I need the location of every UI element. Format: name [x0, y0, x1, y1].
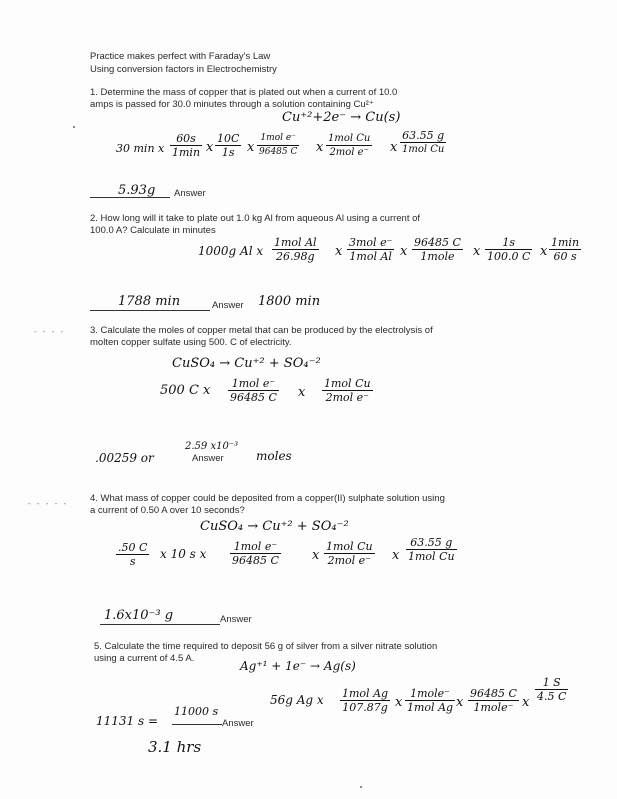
- q4-start: x 10 s x: [160, 547, 207, 561]
- q5-answer-label: Answer: [222, 718, 254, 729]
- q2-factor-4: $\frac{1s}{100.0 C}$: [487, 236, 531, 263]
- q2-factor-3: 96485 C 1mole: [414, 236, 461, 263]
- q3-answer-label: Answer: [192, 453, 224, 464]
- stray-mark: [360, 786, 362, 788]
- q1-answer-line: [90, 197, 170, 198]
- q1-start: 30 min x: [116, 142, 165, 155]
- q1-factor-4: 1mol Cu 2mol e⁻: [328, 133, 371, 158]
- q3-factor-1: 1mol e⁻ 96485 C: [230, 377, 277, 404]
- q3-times-1: x: [298, 385, 306, 400]
- q1-factor-1: 60s 1min: [172, 132, 201, 159]
- q4-times-2: x: [392, 548, 400, 563]
- worksheet-title: Practice makes perfect with Faraday's Law: [90, 51, 271, 62]
- q5-answer-line: [172, 724, 222, 725]
- q2-text-line-2: 100.0 A? Calculate in minutes: [90, 225, 216, 236]
- q1-answer-value: 5.93g: [118, 183, 156, 198]
- q5-factor-4: $\frac{1 S}{4.5 C}$: [537, 676, 567, 703]
- q4-text-line-2: a current of 0.50 A over 10 seconds?: [90, 505, 245, 516]
- q3-text-line-1: 3. Calculate the moles of copper metal that can be produced by the electrolysis of: [90, 325, 433, 336]
- q5-times-3: x: [522, 695, 530, 710]
- q5-answer-value: 11131 s =: [96, 714, 159, 728]
- q2-factor-5: 1min 60 s: [551, 236, 580, 263]
- q4-text-line-1: 4. What mass of copper could be deposited from a copper(II) sulphate solution using: [90, 493, 445, 504]
- q5-answer-working: 11000 s: [174, 705, 219, 718]
- q5-factor-2: 1mole⁻ 1mol Ag: [407, 687, 454, 714]
- q2-times-3: x: [473, 244, 481, 259]
- q1-text-line-1: 1. Determine the mass of copper that is plated out when a current of 10.0: [90, 87, 398, 98]
- q5-text-line-1: 5. Calculate the time required to deposit 56 g of silver from a silver nitrate solution: [94, 641, 438, 652]
- q4-answer-value: 1.6x10⁻³ g: [104, 608, 174, 623]
- q4-start-rate: $\frac{.50 C}{s}$: [118, 541, 148, 568]
- q4-answer-line: [100, 624, 220, 625]
- q1-reaction: Cu⁺²+2e⁻ → Cu(s): [282, 110, 401, 125]
- q1-text-line-2: amps is passed for 30.0 minutes through a solution containing Cu²⁺: [90, 99, 374, 110]
- q4-times-1: x: [312, 548, 320, 563]
- q4-answer-label: Answer: [220, 614, 252, 625]
- q2-times-1: x: [335, 244, 343, 259]
- q3-answer-scientific: 2.59 x10⁻³: [185, 441, 239, 452]
- q1-times-2: x: [247, 140, 255, 155]
- q4-reaction: CuSO₄ → Cu⁺² + SO₄⁻²: [200, 519, 349, 534]
- q1-factor-3: 1mol e⁻ 96485 C: [259, 133, 298, 157]
- q1-times-4: x: [390, 140, 398, 155]
- q2-answer-value: 1788 min: [118, 294, 181, 309]
- q3-answer-unit: moles: [256, 449, 292, 463]
- q3-reaction: CuSO₄ → Cu⁺² + SO₄⁻²: [172, 356, 321, 371]
- q4-factor-2: 1mol Cu 2mol e⁻: [326, 540, 373, 567]
- q5-factor-3: 96485 C 1mole⁻: [470, 687, 517, 714]
- margin-mark: - - - - -: [28, 499, 69, 508]
- q4-factor-1: 1mol e⁻ 96485 C: [232, 540, 279, 567]
- q5-times-1: x: [395, 695, 403, 710]
- q1-answer-label: Answer: [174, 188, 206, 199]
- q5-factor-1: 1mol Ag 107.87g: [342, 687, 389, 714]
- q3-start: 500 C x: [160, 383, 211, 398]
- q5-times-2: x: [456, 695, 464, 710]
- q2-times-4: x: [540, 244, 548, 259]
- q5-text-line-2: using a current of 4.5 A.: [94, 653, 195, 664]
- q2-text-line-1: 2. How long will it take to plate out 1.0 kg Al from aqueous Al using a current of: [90, 213, 421, 224]
- worksheet-subtitle: Using conversion factors in Electrochemistry: [90, 64, 277, 75]
- q2-factor-2: 3mol e⁻ 1mol Al: [349, 236, 393, 263]
- q3-answer-value: .00259 or: [95, 451, 154, 465]
- margin-mark: - - - -: [34, 327, 66, 336]
- q3-text-line-2: molten copper sulfate using 500. C of electricity.: [90, 337, 292, 348]
- q1-times-1: x: [206, 140, 214, 155]
- q3-factor-2: 1mol Cu 2mol e⁻: [324, 377, 371, 404]
- q2-answer-rounded: 1800 min: [258, 294, 321, 309]
- stray-mark: [73, 126, 75, 128]
- q1-factor-5: 63.55 g 1mol Cu: [402, 129, 445, 155]
- q1-factor-2: $\frac{10C}{1s}$: [217, 132, 240, 159]
- q2-answer-line: [90, 310, 210, 311]
- q2-times-2: x: [400, 244, 408, 259]
- q5-answer-hours: 3.1 hrs: [148, 738, 202, 756]
- q2-factor-1: 1mol Al 26.98g: [274, 236, 317, 263]
- q4-factor-3: 63.55 g 1mol Cu: [408, 536, 455, 563]
- q2-start: 1000g Al x: [198, 244, 264, 258]
- q5-reaction: Ag⁺¹ + 1e⁻ → Ag(s): [240, 659, 356, 673]
- q5-start: 56g Ag x: [270, 693, 324, 707]
- q1-times-3: x: [316, 140, 324, 155]
- q2-answer-label: Answer: [212, 300, 244, 311]
